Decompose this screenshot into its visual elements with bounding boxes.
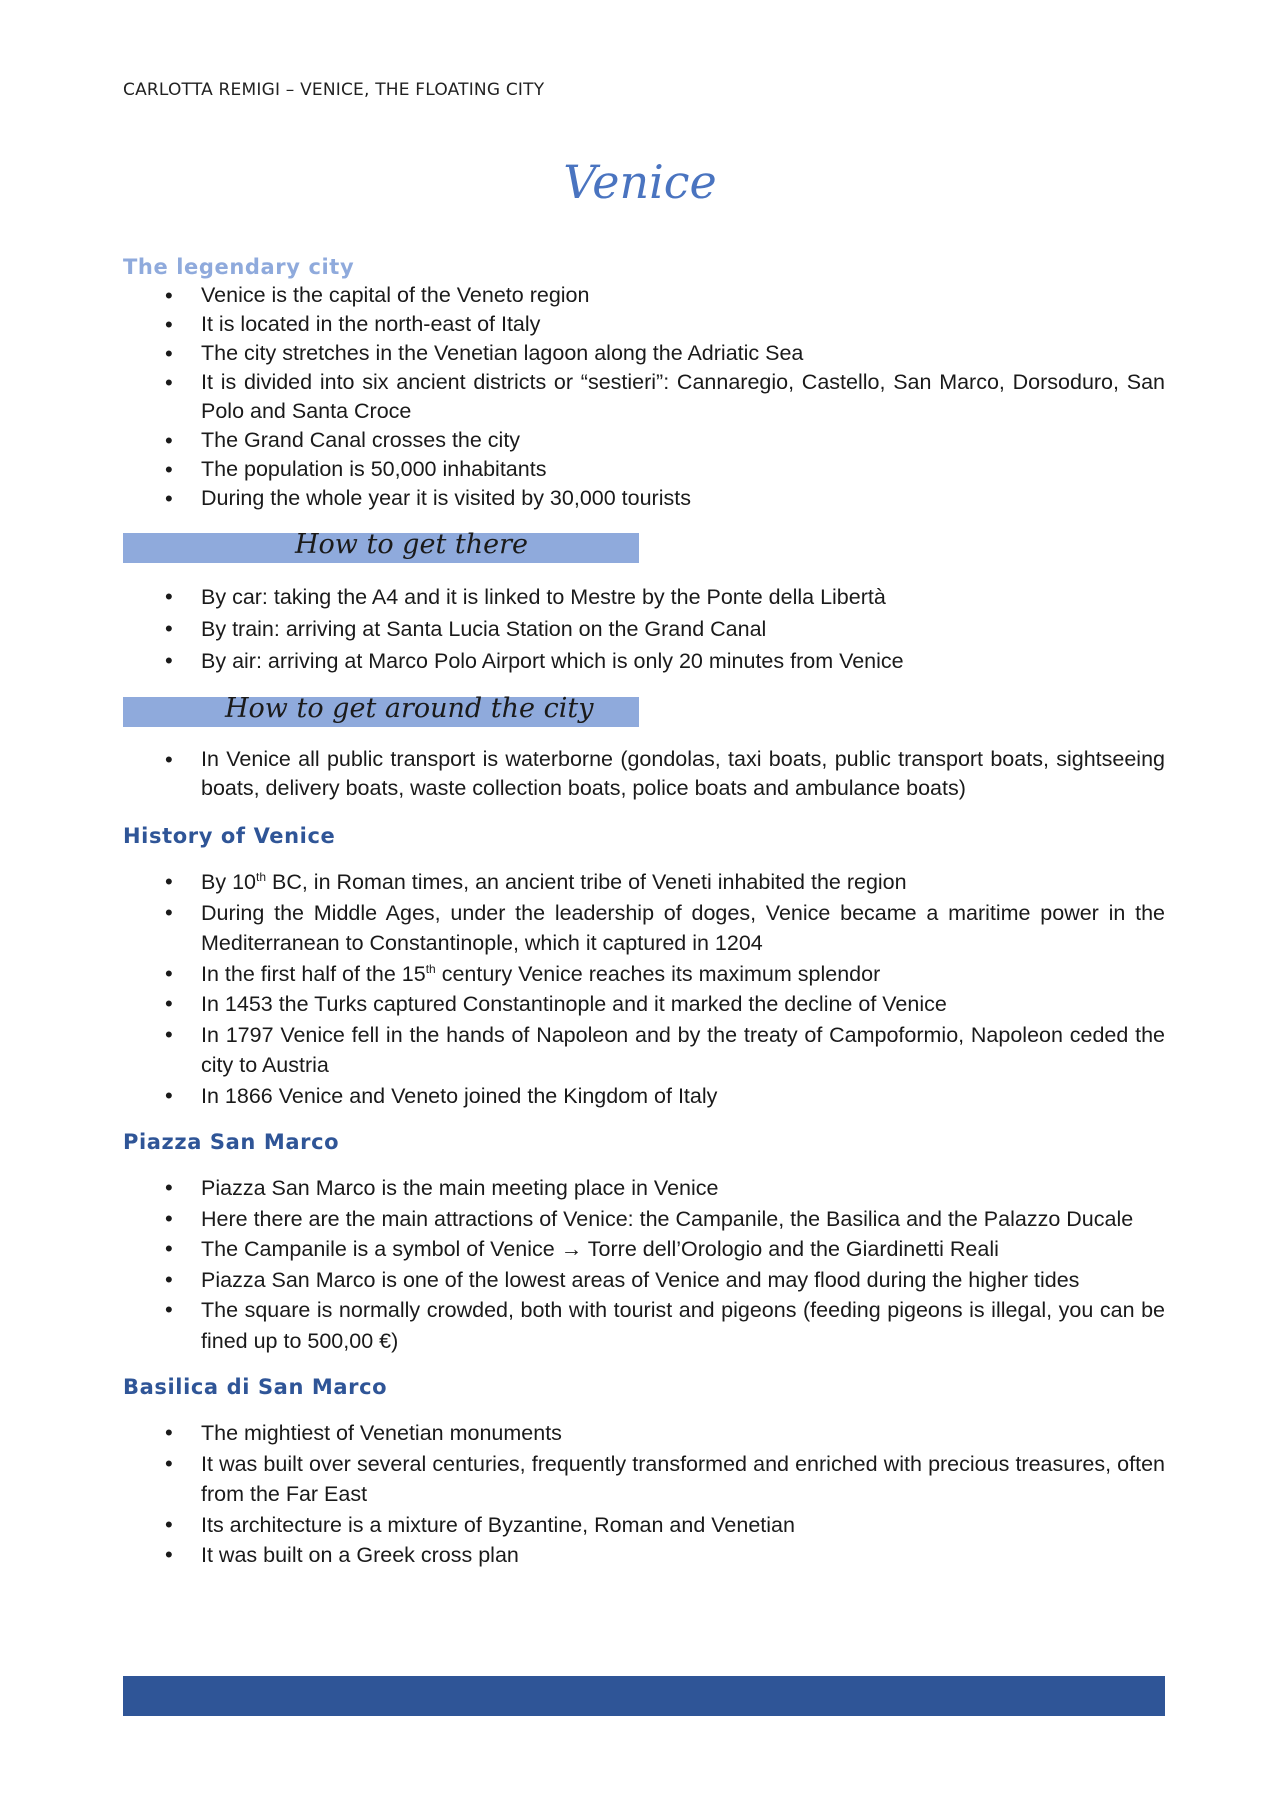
- section-heading-basilica: Basilica di San Marco: [123, 1375, 388, 1399]
- list-item: • Its architecture is a mixture of Byzantine, Roman and Venetian: [123, 1510, 1165, 1541]
- list-item: • In the first half of the 15th century Venice reaches its maximum splendor: [123, 959, 1165, 990]
- list-item: • It is divided into six ancient districts or “sestieri”: Cannaregio, Castello, San Marco, Dorsoduro, San Polo and Santa Croce: [123, 368, 1165, 426]
- footer-bar: [123, 1676, 1165, 1716]
- list-item: • Here there are the main attractions of Venice: the Campanile, the Basilica and the Palazzo Ducale: [123, 1204, 1165, 1235]
- list-item: • It was built on a Greek cross plan: [123, 1540, 1165, 1571]
- section-heading-piazza: Piazza San Marco: [123, 1130, 340, 1154]
- list-item: • By 10th BC, in Roman times, an ancient tribe of Veneti inhabited the region: [123, 867, 1165, 898]
- basilica-list: [123, 1418, 1165, 1571]
- list-item: • During the whole year it is visited by 30,000 tourists: [123, 484, 1165, 513]
- history-list: [123, 867, 1165, 1111]
- list-item: • By train: arriving at Santa Lucia Station on the Grand Canal: [123, 613, 1165, 645]
- list-item: • The city stretches in the Venetian lagoon along the Adriatic Sea: [123, 339, 1165, 368]
- section-heading-legendary-city: The legendary city: [123, 255, 355, 279]
- list-item: • The population is 50,000 inhabitants: [123, 455, 1165, 484]
- list-item: • The square is normally crowded, both with tourist and pigeons (feeding pigeons is illegal, you can be fined up to 500,00 €): [123, 1295, 1165, 1356]
- banner-heading-get-around: How to get around the city: [225, 693, 594, 724]
- list-item: • The Campanile is a symbol of Venice → Torre dell’Orologio and the Giardinetti Reali: [123, 1234, 1165, 1265]
- document-title: Venice: [563, 155, 717, 209]
- list-item: • It is located in the north-east of Italy: [123, 310, 1165, 339]
- list-item: • Piazza San Marco is one of the lowest areas of Venice and may flood during the higher tides: [123, 1265, 1165, 1296]
- section-banner-get-there: [123, 529, 639, 563]
- list-item: • By car: taking the A4 and it is linked to Mestre by the Ponte della Libertà: [123, 581, 1165, 613]
- list-item: • It was built over several centuries, frequently transformed and enriched with precious treasures, often from the Far East: [123, 1449, 1165, 1510]
- list-item: • In 1866 Venice and Veneto joined the Kingdom of Italy: [123, 1081, 1165, 1112]
- list-item: • In Venice all public transport is waterborne (gondolas, taxi boats, public transport boats, sightseeing boats, delivery boats, waste collection boats, police boats and ambulance boats): [123, 745, 1165, 803]
- list-item: • Piazza San Marco is the main meeting place in Venice: [123, 1173, 1165, 1204]
- list-item: • In 1797 Venice fell in the hands of Napoleon and by the treaty of Campoformio, Napoleon ceded the city to Austria: [123, 1020, 1165, 1081]
- running-header: CARLOTTA REMIGI – VENICE, THE FLOATING CITY: [123, 80, 545, 100]
- list-item: • By air: arriving at Marco Polo Airport which is only 20 minutes from Venice: [123, 645, 1165, 677]
- banner-heading-get-there: How to get there: [295, 529, 528, 560]
- list-item: • Venice is the capital of the Veneto region: [123, 281, 1165, 310]
- list-item: • In 1453 the Turks captured Constantinople and it marked the decline of Venice: [123, 989, 1165, 1020]
- get-there-list: [123, 581, 1165, 677]
- list-item: • The Grand Canal crosses the city: [123, 426, 1165, 455]
- list-item: • During the Middle Ages, under the leadership of doges, Venice became a maritime power in the Mediterranean to Constantinople, which it captured in 1204: [123, 898, 1165, 959]
- legendary-city-list: [123, 281, 1165, 513]
- section-heading-history: History of Venice: [123, 824, 336, 848]
- section-banner-get-around: [123, 693, 639, 727]
- list-item: • The mightiest of Venetian monuments: [123, 1418, 1165, 1449]
- get-around-list: [123, 745, 1165, 803]
- piazza-list: [123, 1173, 1165, 1356]
- document-body: [123, 252, 1165, 1571]
